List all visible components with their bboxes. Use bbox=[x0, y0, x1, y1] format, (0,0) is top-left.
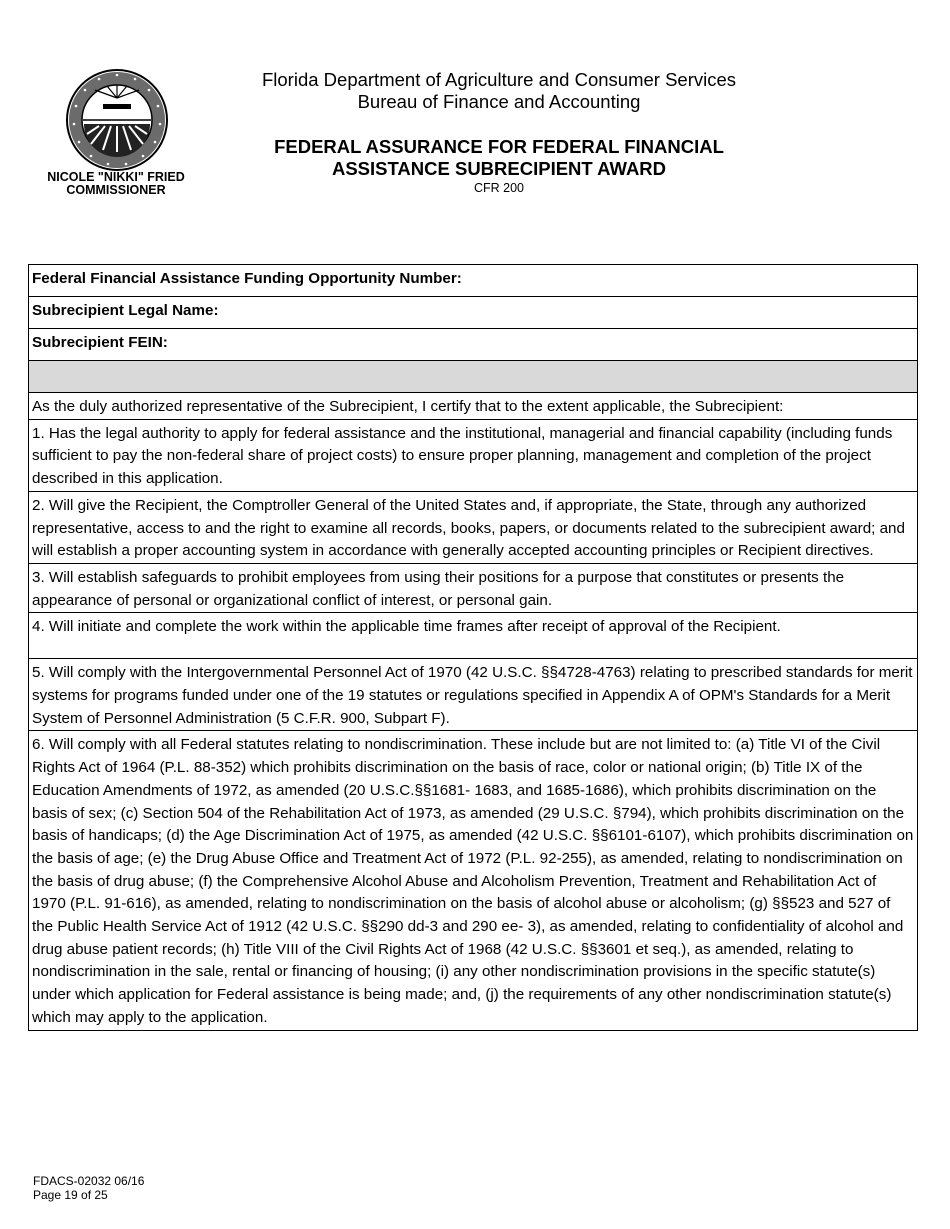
funding-opportunity-field[interactable]: Federal Financial Assistance Funding Opportunity Number: bbox=[29, 265, 918, 297]
form-number: FDACS-02032 06/16 bbox=[33, 1174, 145, 1188]
page-number: Page 19 of 25 bbox=[33, 1188, 108, 1202]
assurance-item-4: 4. Will initiate and complete the work within the applicable time frames after receipt of approval of the Recipient. bbox=[29, 613, 918, 659]
page-footer bbox=[33, 1174, 144, 1202]
assurance-form-table bbox=[28, 264, 918, 1031]
form-title bbox=[240, 136, 758, 180]
certification-intro: As the duly authorized representative of the Subrecipient, I certify that to the extent applicable, the Subrecipient: bbox=[29, 393, 918, 420]
commissioner-block bbox=[36, 171, 196, 197]
bureau-name: Bureau of Finance and Accounting bbox=[357, 91, 641, 112]
table-row bbox=[29, 329, 918, 361]
assurance-item-5: 5. Will comply with the Intergovernmental Personnel Act of 1970 (42 U.S.C. §§4728-4763) relating to prescribed standards for merit systems for programs funded under one of the 19 statutes or regulations specified in Appendix A of OPM's Standards for a Merit System of Personnel Administration (5 C.F.R. 900, Subpart F). bbox=[29, 659, 918, 731]
commissioner-title: COMMISSIONER bbox=[66, 183, 166, 197]
assurance-item-2: 2. Will give the Recipient, the Comptroller General of the United States and, if appropriate, the State, through any authorized representative, access to and the right to examine all records, books, papers, or documents related to the subrecipient award; and will establish a proper accounting system in accordance with generally accepted accounting principles or Recipient directives. bbox=[29, 491, 918, 563]
agency-block bbox=[240, 69, 758, 113]
department-seal-logo bbox=[65, 68, 169, 172]
table-row bbox=[29, 563, 918, 612]
table-row bbox=[29, 731, 918, 1030]
shaded-separator-row bbox=[29, 361, 918, 393]
assurance-item-1: 1. Has the legal authority to apply for federal assistance and the institutional, managerial and financial capability (including funds sufficient to pay the non-federal share of project costs) to ensure proper planning, management and completion of the project described in this application. bbox=[29, 419, 918, 491]
fein-field[interactable]: Subrecipient FEIN: bbox=[29, 329, 918, 361]
table-row bbox=[29, 393, 918, 420]
table-row bbox=[29, 265, 918, 297]
form-title-line-2: ASSISTANCE SUBRECIPIENT AWARD bbox=[331, 158, 667, 179]
assurance-item-6: 6. Will comply with all Federal statutes relating to nondiscrimination. These include but are not limited to: (a) Title VI of the Civil Rights Act of 1964 (P.L. 88-352) which prohibits discrimination on the basis of race, color or national origin; (b) Title IX of the Education Amendments of 1972, as amended (20 U.S.C.§§1681- 1683, and 1685-1686), which prohibits discrimination on the basis of sex; (c) Section 504 of the Rehabilitation Act of 1973, as amended (29 U.S.C. §794), which prohibits discrimination on the basis of handicaps; (d) the Age Discrimination Act of 1975, as amended (42 U.S.C. §§6101-6107), which prohibits discrimination on the basis of age; (e) the Drug Abuse Office and Treatment Act of 1972 (P.L. 92-255), as amended, relating to nondiscrimination on the basis of drug abuse; (f) the Comprehensive Alcohol Abuse and Alcoholism Prevention, Treatment and Rehabilitation Act of 1970 (P.L. 91-616), as amended, relating to nondiscrimination on the basis of alcohol abuse or alcoholism; (g) §§523 and 527 of the Public Health Service Act of 1912 (42 U.S.C. §§290 dd-3 and 290 ee- 3), as amended, relating to confidentiality of alcohol and drug abuse patient records; (h) Title VIII of the Civil Rights Act of 1968 (42 U.S.C. §§3601 et seq.), as amended, relating to nondiscrimination in the sale, rental or financing of housing; (i) any other nondiscrimination provisions in the specific statute(s) under which application for Federal assistance is being made; and, (j) the requirements of any other nondiscrimination statute(s) which may apply to the application. bbox=[29, 731, 918, 1030]
table-row bbox=[29, 659, 918, 731]
assurance-item-3: 3. Will establish safeguards to prohibit employees from using their positions for a purpose that constitutes or presents the appearance of personal or organizational conflict of interest, or personal gain. bbox=[29, 563, 918, 612]
agency-name: Florida Department of Agriculture and Consumer Services bbox=[261, 69, 737, 90]
table-row bbox=[29, 297, 918, 329]
table-row bbox=[29, 613, 918, 659]
table-row bbox=[29, 491, 918, 563]
table-row bbox=[29, 419, 918, 491]
table-row bbox=[29, 361, 918, 393]
commissioner-name: NICOLE "NIKKI" FRIED bbox=[47, 170, 185, 184]
form-title-line-1: FEDERAL ASSURANCE FOR FEDERAL FINANCIAL bbox=[274, 136, 724, 157]
legal-name-field[interactable]: Subrecipient Legal Name: bbox=[29, 297, 918, 329]
form-subtitle: CFR 200 bbox=[473, 181, 525, 195]
